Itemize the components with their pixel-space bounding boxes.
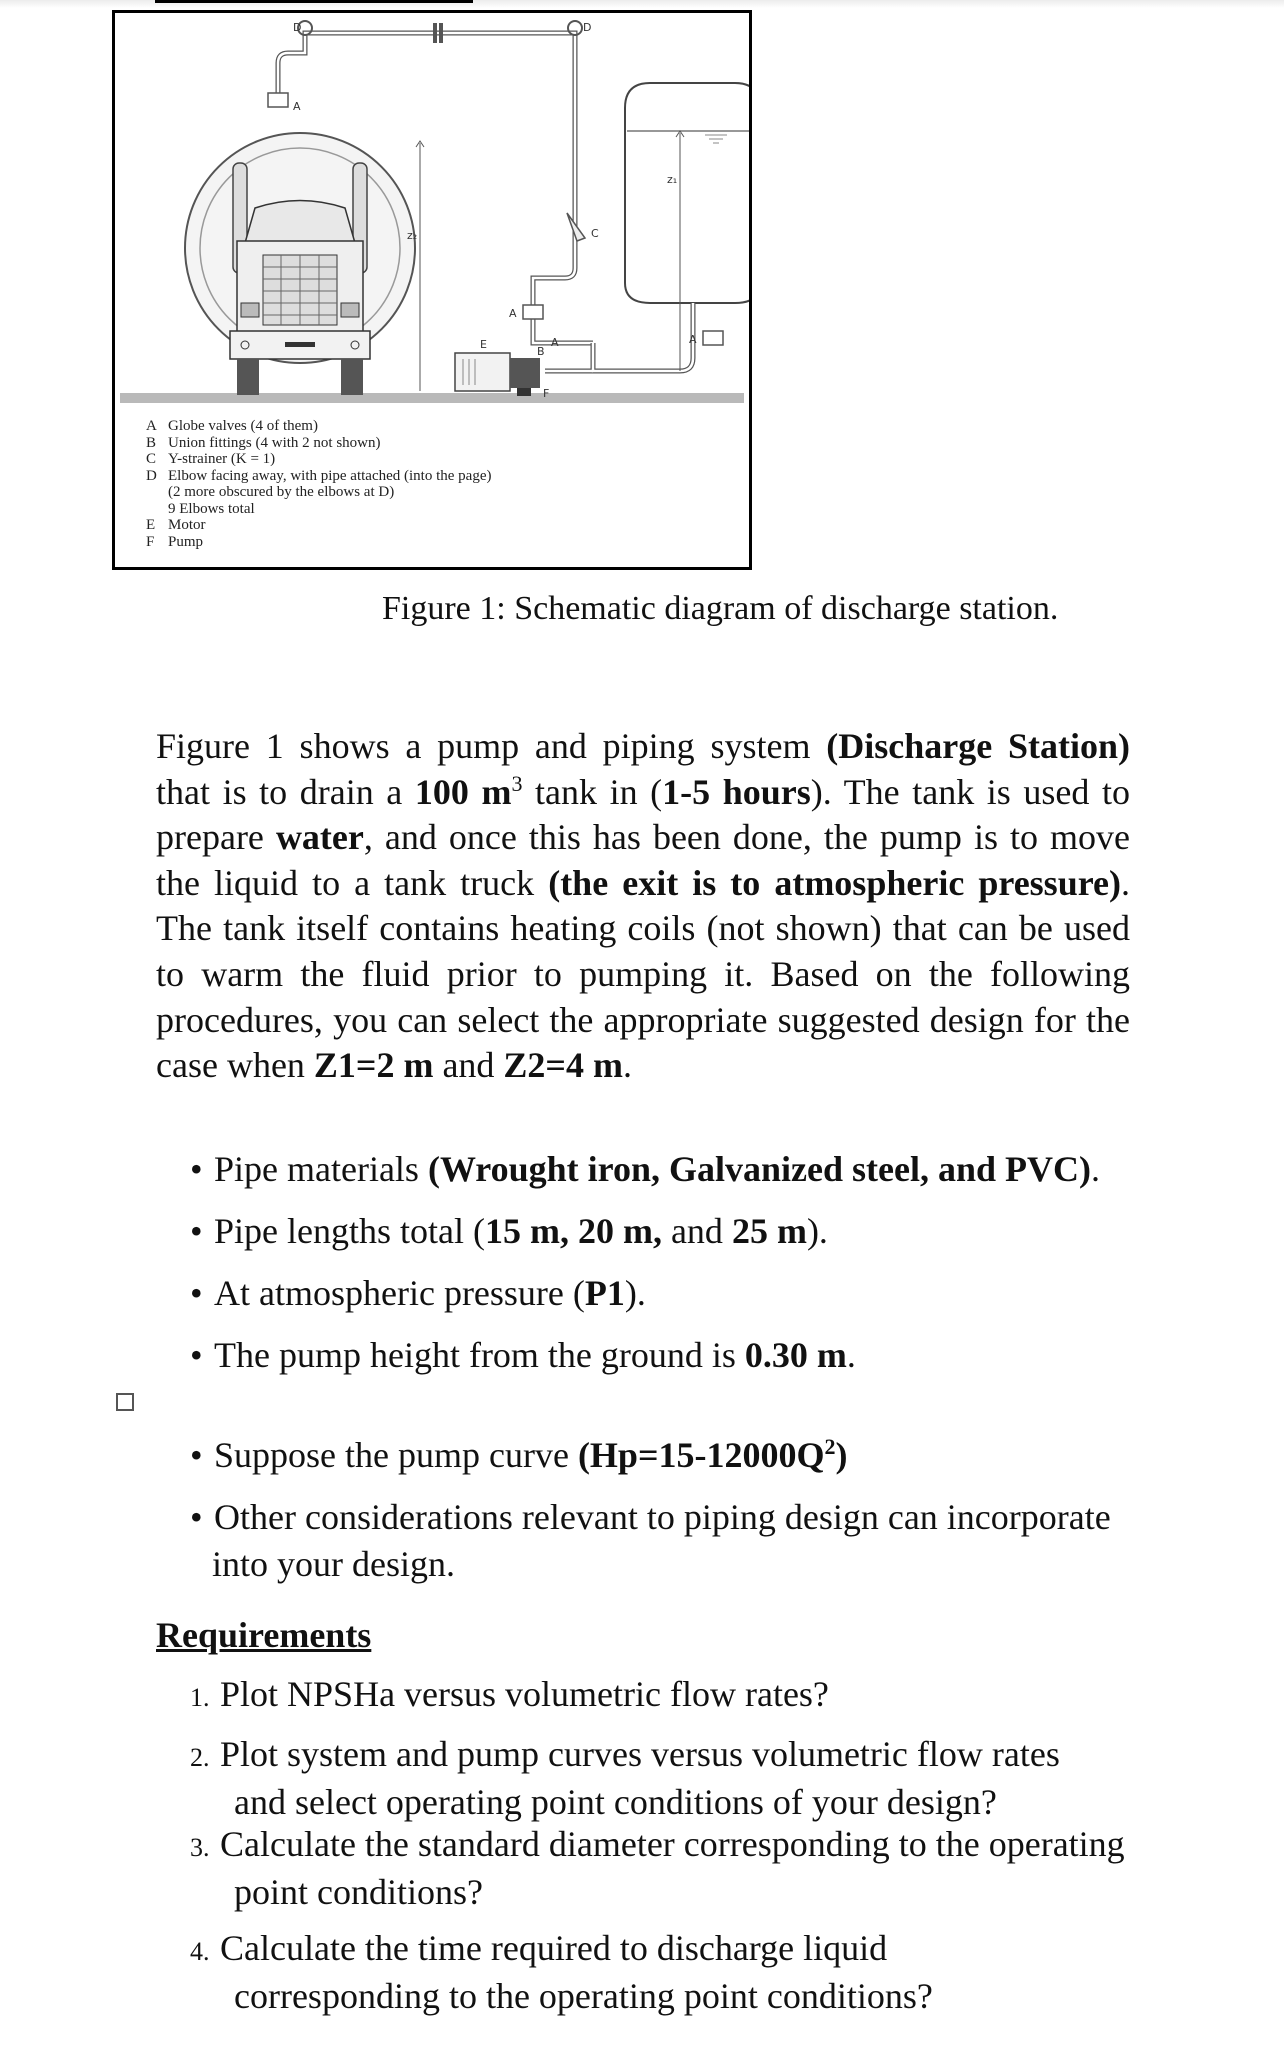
legend-key: B xyxy=(146,434,157,451)
label-e: E xyxy=(480,338,487,351)
legend-text: Motor xyxy=(168,517,206,533)
figure-legend xyxy=(146,418,492,550)
legend-text: Union fittings (4 with 2 not shown) xyxy=(168,434,381,451)
list-item: • Pipe materials (Wrought iron, Galvanized steel, and PVC). xyxy=(190,1149,1100,1189)
legend-key: C xyxy=(146,451,157,467)
label-b: B xyxy=(537,345,545,358)
legend-text: Elbow facing away, with pipe attached (into the page) xyxy=(168,467,492,484)
wheel-right xyxy=(341,359,363,395)
legend-key: A xyxy=(146,418,157,434)
legend-text: (2 more obscured by the elbows at D) xyxy=(168,484,395,500)
requirements-title: Requirements xyxy=(156,1615,372,1655)
label-z2: z₂ xyxy=(407,229,418,242)
label-a-top: A xyxy=(293,100,301,113)
label-a-mid: A xyxy=(509,307,517,320)
list-item: • Suppose the pump curve $(Hp=15-12000Q^2)$ xyxy=(190,1434,848,1475)
legend-text: Pump xyxy=(168,533,204,550)
legend-key: F xyxy=(146,533,155,550)
requirement-item: 4. Calculate the time required to discharge liquid corresponding to the operating point conditions? xyxy=(190,1928,933,2016)
label-a-pump: A xyxy=(551,336,559,349)
requirement-item: 2. Plot system and pump curves versus volumetric flow rates and select operating point conditions of your design? xyxy=(190,1734,1060,1822)
legend-text: 9 Elbows total xyxy=(168,500,255,517)
label-c: C xyxy=(591,227,599,240)
top-rule xyxy=(155,0,473,3)
pump-f xyxy=(510,358,540,388)
checkbox[interactable] xyxy=(116,1393,134,1411)
legend-text: Y-strainer (K = 1) xyxy=(168,451,276,467)
requirement-item: 1. Plot NPSHa versus volumetric flow rates? xyxy=(190,1674,829,1714)
legend-key: D xyxy=(146,467,157,484)
problem-statement: Figure 1 shows a pump and piping system (Discharge Station) that is to drain a 100 $m^3$ tank in (1-5 hours). The tank is used to prepare water, and once this has been done, the pump is to move the liquid to a tank truck (the exit is to atmospheric pressure). The tank itself contains heating coils (not shown) that can be used to warm the fluid prior to pumping it. Based on the following procedures, you can select the appropriate suggested design for the case when Z1=2 m and Z2=4 m. xyxy=(156,726,1131,1086)
label-f: F xyxy=(543,387,550,400)
legend-text: Globe valves (4 of them) xyxy=(168,418,318,434)
list-item: • The pump height from the ground is 0.30 m. xyxy=(190,1335,856,1375)
list-item: • At atmospheric pressure (P1). xyxy=(190,1273,646,1313)
legend-key: E xyxy=(146,517,156,533)
label-a-tank: A xyxy=(689,333,697,346)
list-item-continuation: into your design. xyxy=(212,1544,455,1584)
figure-caption: Figure 1: Schematic diagram of discharge station. xyxy=(382,590,1059,627)
label-d-right: D xyxy=(583,21,592,34)
label-z1: z₁ xyxy=(667,173,678,186)
label-d-left: D xyxy=(293,21,302,34)
requirement-item: 3. Calculate the standard diameter corresponding to the operating point conditions? xyxy=(190,1824,1125,1912)
list-item: • Pipe lengths total (15 m, 20 m, and 25 m). xyxy=(190,1211,828,1251)
storage-tank xyxy=(625,83,749,303)
globe-valve-a xyxy=(268,93,288,107)
list-item: • Other considerations relevant to piping design can incorporate xyxy=(190,1497,1111,1537)
wheel-left xyxy=(237,359,259,395)
ground-slab xyxy=(120,393,744,403)
